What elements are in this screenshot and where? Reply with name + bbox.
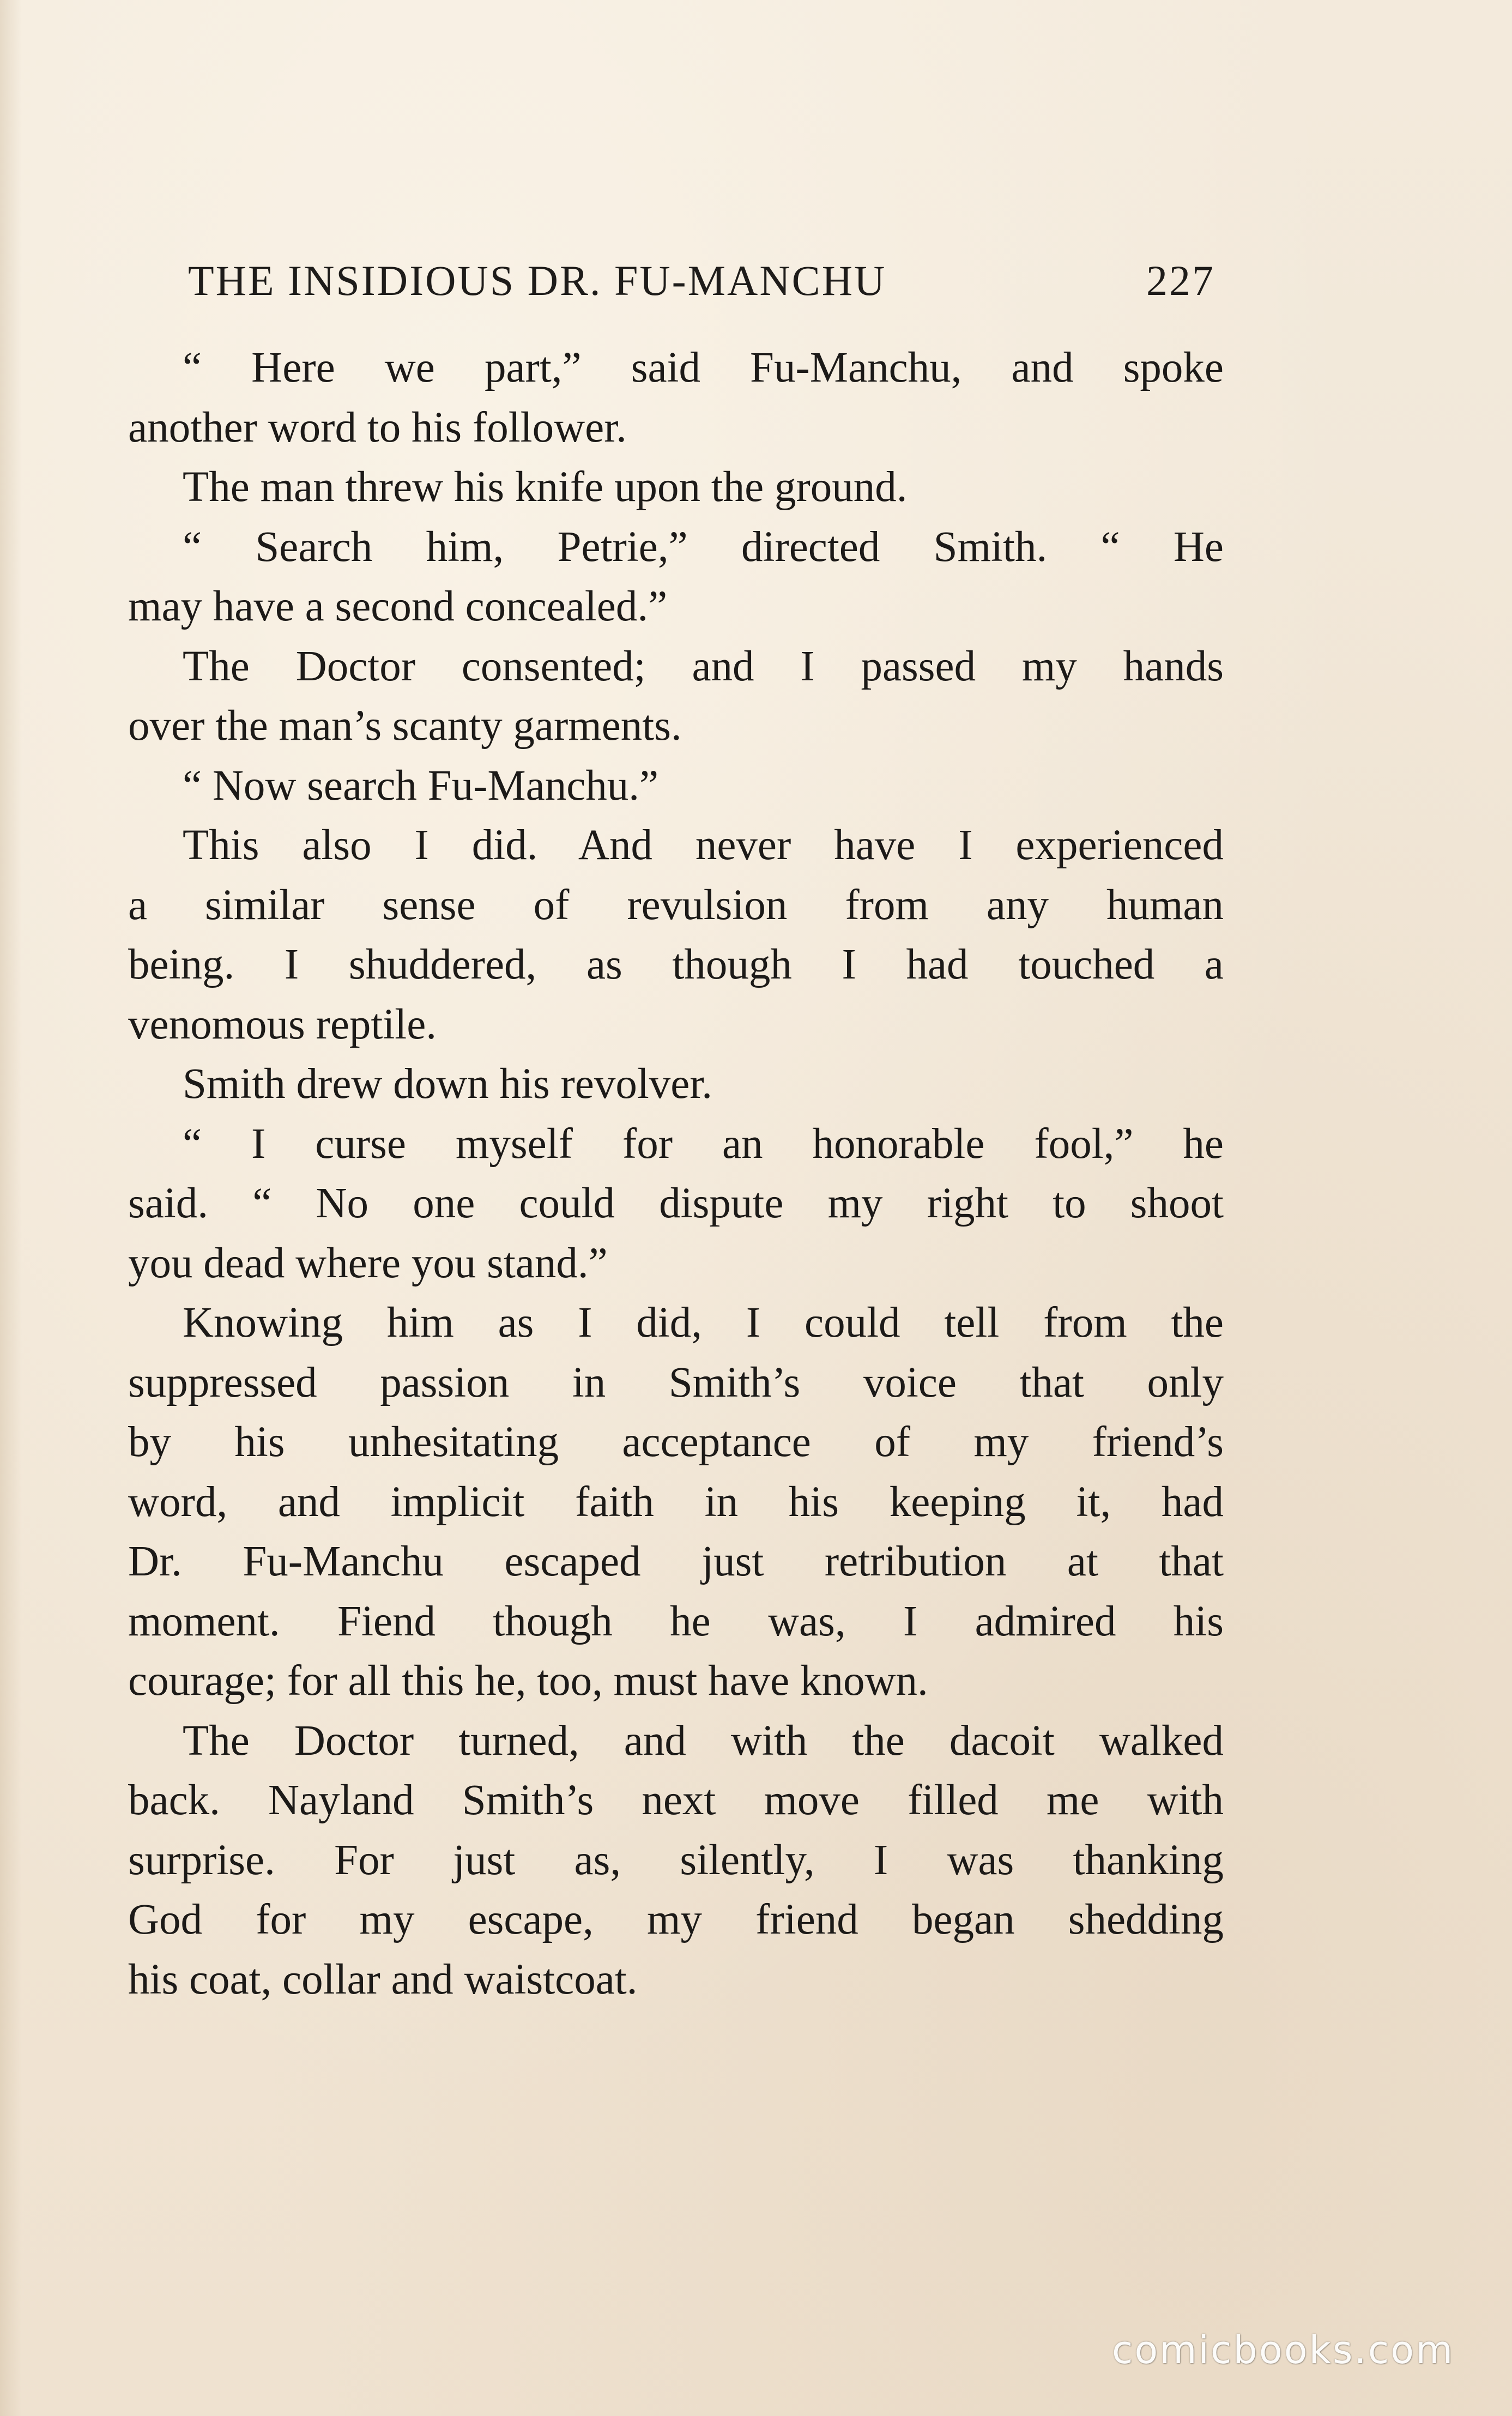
text-line: said. “ No one could dispute my right to shoot [128, 1180, 1224, 1227]
text-line: “ Now search Fu-Manchu.” [183, 762, 659, 810]
running-header [188, 256, 1224, 316]
text-line: Smith drew down his revolver. [183, 1060, 713, 1108]
text-line: you dead where you stand.” [128, 1239, 608, 1287]
text-line: This also I did. And never have I experienced [183, 822, 1224, 869]
text-line: his coat, collar and waistcoat. [128, 1955, 638, 2003]
page-edge-shadow [0, 0, 22, 2416]
text-line: back. Nayland Smith’s next move filled me with [128, 1777, 1224, 1824]
text-line: may have a second concealed.” [128, 583, 668, 630]
text-line: The Doctor turned, and with the dacoit walked [183, 1717, 1224, 1765]
text-line: suppressed passion in Smith’s voice that only [128, 1358, 1224, 1406]
text-line: Knowing him as I did, I could tell from the [183, 1299, 1224, 1346]
text-line: by his unhesitating acceptance of my friend’s [128, 1418, 1224, 1466]
text-line: God for my escape, my friend began shedding [128, 1896, 1224, 1943]
text-line: “ I curse myself for an honorable fool,” he [183, 1120, 1224, 1168]
text-line: being. I shuddered, as though I had touched a [128, 941, 1224, 988]
text-line: venomous reptile. [128, 1000, 437, 1048]
text-line: a similar sense of revulsion from any human [128, 881, 1224, 929]
text-line: moment. Fiend though he was, I admired his [128, 1597, 1224, 1645]
running-header-title: THE INSIDIOUS DR. FU-MANCHU [188, 257, 887, 304]
text-line: The man threw his knife upon the ground. [183, 463, 908, 511]
text-line: another word to his follower. [128, 403, 627, 451]
text-line: The Doctor consented; and I passed my hands [183, 642, 1224, 690]
text-line: “ Search him, Petrie,” directed Smith. “ He [183, 523, 1224, 571]
text-line: word, and implicit faith in his keeping it, had [128, 1478, 1224, 1526]
text-line: Dr. Fu-Manchu escaped just retribution at that [128, 1538, 1224, 1585]
text-line: surprise. For just as, silently, I was thanking [128, 1836, 1224, 1884]
text-line: over the man’s scanty garments. [128, 702, 682, 750]
page-number: 227 [1146, 257, 1215, 304]
watermark: comicbooks.com [1112, 2328, 1455, 2372]
body-text [128, 338, 1224, 2009]
text-line: courage; for all this he, too, must have known. [128, 1657, 928, 1705]
text-line: “ Here we part,” said Fu-Manchu, and spoke [183, 344, 1224, 391]
